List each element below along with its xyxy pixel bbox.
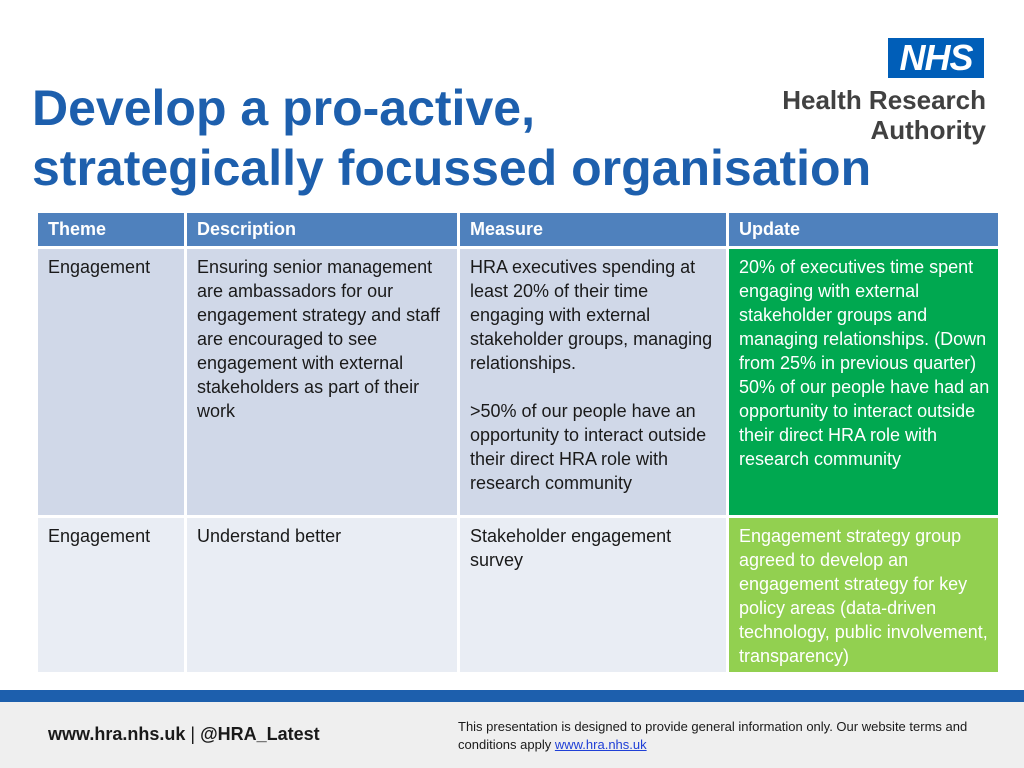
strategy-table	[35, 210, 1001, 675]
org-name	[782, 85, 986, 145]
title-line-1: Develop a pro-active,	[32, 80, 535, 136]
org-name-line-1: Health Research	[782, 85, 986, 115]
measure-cell	[460, 518, 726, 672]
title-line-2: strategically focussed organisation	[32, 140, 872, 196]
measure-cell	[460, 249, 726, 515]
disclaimer-text: This presentation is designed to provide general information only. Our website terms and conditions apply	[458, 719, 968, 752]
nhs-hra-logo	[776, 38, 986, 146]
footer-links	[48, 724, 320, 745]
table-header-row	[38, 213, 998, 246]
footer-disclaimer	[458, 718, 998, 754]
table-row	[38, 249, 998, 515]
footer-separator: |	[190, 724, 196, 744]
header-update: Update	[729, 213, 998, 246]
theme-cell: Engagement	[38, 518, 184, 672]
header-theme: Theme	[38, 213, 184, 246]
table-row	[38, 518, 998, 672]
twitter-handle[interactable]: @HRA_Latest	[200, 724, 320, 744]
update-text: Engagement strategy group agreed to develop an engagement strategy for key policy areas (data-driven technology, public involvement, transparency)	[739, 526, 988, 666]
update-cell-status	[729, 249, 998, 515]
nhs-logo-icon: NHS	[888, 38, 984, 78]
theme-cell: Engagement	[38, 249, 184, 515]
description-cell: Ensuring senior management are ambassadors for our engagement strategy and staff are encouraged to see engagement with external stakeholders as part of their work	[187, 249, 457, 515]
update-cell-status	[729, 518, 998, 672]
update-text: 50% of our people have had an opportunity to interact outside their direct HRA role with research community	[739, 377, 990, 469]
measure-text: >50% of our people have an opportunity to interact outside their direct HRA role with research community	[470, 401, 707, 493]
website-link[interactable]: www.hra.nhs.uk	[48, 724, 186, 744]
disclaimer-link[interactable]: www.hra.nhs.uk	[554, 737, 647, 752]
update-text: 20% of executives time spent engaging with external stakeholder groups and managing relationships. (Down from 25% in previous quarter)	[739, 257, 987, 373]
org-name-line-2: Authority	[870, 115, 986, 145]
description-cell: Understand better	[187, 518, 457, 672]
measure-text: HRA executives spending at least 20% of their time engaging with external stakeholder groups, managing relationships.	[470, 257, 713, 373]
header-measure: Measure	[460, 213, 726, 246]
footer-divider	[0, 690, 1024, 702]
header-description: Description	[187, 213, 457, 246]
measure-text: Stakeholder engagement survey	[470, 526, 672, 570]
